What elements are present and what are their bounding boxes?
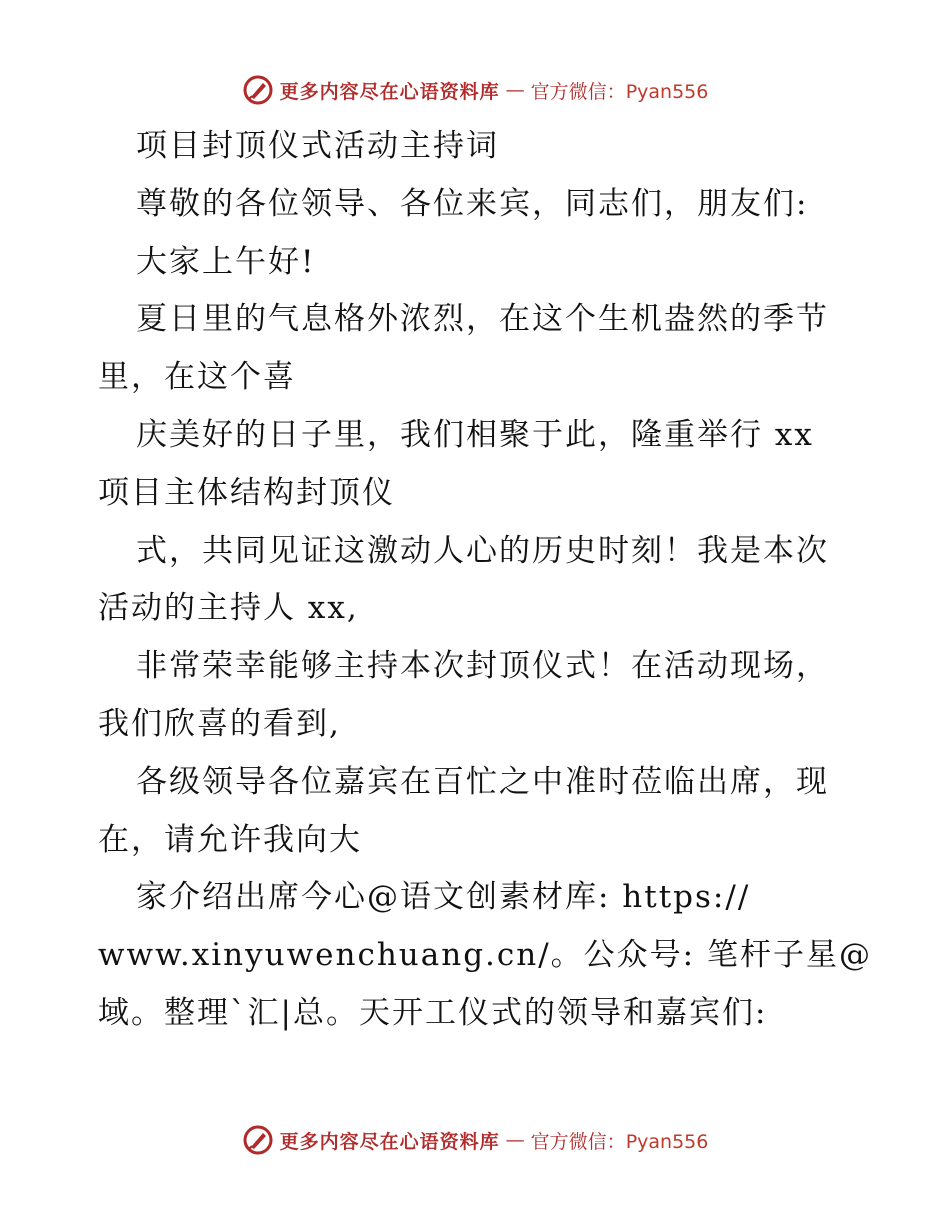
footer-banner-text: 更多内容尽在心语资料库	[279, 1130, 500, 1153]
footer-banner	[0, 1120, 950, 1160]
header-banner-contact	[531, 77, 709, 104]
document-body	[98, 118, 872, 1043]
paragraph-line: 在，请允许我向大	[98, 821, 362, 858]
paragraph-line: 里，在这个喜	[98, 359, 296, 396]
paragraph-line: 式，共同见证这激动人心的历史时刻！我是本次	[136, 532, 829, 569]
paragraph-line: 非常荣幸能够主持本次封顶仪式！在活动现场，	[136, 648, 829, 685]
paragraph-line: 各级领导各位嘉宾在百忙之中准时莅临出席，现	[136, 763, 829, 800]
paragraph-line: 家介绍出席今心@语文创素材库: https://	[136, 879, 751, 916]
paragraph-line: 我们欣喜的看到,	[98, 705, 341, 742]
footer-contact-id: Pyan556	[625, 1130, 709, 1153]
footer-banner-contact	[531, 1127, 709, 1154]
header-contact-id: Pyan556	[625, 80, 709, 103]
paragraph-line: 活动的主持人 xx,	[98, 590, 359, 627]
greeting-line: 尊敬的各位领导、各位来宾，同志们，朋友们:	[136, 185, 809, 222]
paragraph-line: www.xinyuwenchuang.cn/。公众号: 笔杆子星@	[98, 937, 872, 974]
quill-pen-logo-icon	[242, 74, 274, 106]
document-title: 项目封顶仪式活动主持词	[136, 128, 499, 164]
quill-pen-logo-icon	[242, 1124, 274, 1156]
paragraph-line: 夏日里的气息格外浓烈，在这个生机盎然的季节	[136, 301, 829, 338]
header-banner-dash: —	[505, 79, 525, 101]
footer-banner-dash: —	[505, 1129, 525, 1151]
header-contact-label: 官方微信：	[530, 80, 626, 103]
paragraph-line: 庆美好的日子里，我们相聚于此，隆重举行 xx	[136, 416, 814, 453]
greeting-line: 大家上午好!	[136, 243, 316, 280]
header-banner	[0, 70, 950, 110]
paragraph-line: 域。整理`汇|总。天开工仪式的领导和嘉宾们:	[98, 994, 768, 1031]
header-banner-text: 更多内容尽在心语资料库	[279, 80, 500, 103]
footer-contact-label: 官方微信：	[530, 1130, 626, 1153]
paragraph-line: 项目主体结构封顶仪	[98, 474, 395, 511]
